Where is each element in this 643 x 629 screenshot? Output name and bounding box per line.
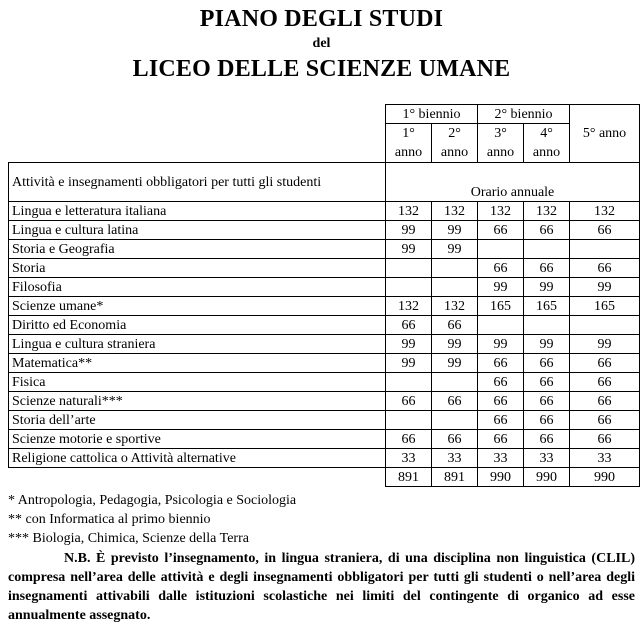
total-cell: 891 [432, 468, 478, 487]
footnote: * Antropologia, Pedagogia, Psicologia e Sociologia [8, 493, 297, 508]
hours-cell: 66 [570, 373, 640, 392]
hours-cell: 66 [524, 259, 570, 278]
hours-cell [386, 373, 432, 392]
hours-cell: 66 [570, 430, 640, 449]
document-subtitle: LICEO DELLE SCIENZE UMANE [132, 56, 511, 82]
hours-cell: 66 [478, 354, 524, 373]
table-row [9, 240, 640, 259]
subject-cell: Filosofia [9, 278, 386, 297]
hours-cell: 132 [524, 202, 570, 221]
table-row [9, 316, 640, 335]
hours-cell: 66 [524, 411, 570, 430]
hours-cell: 99 [386, 240, 432, 259]
hours-cell: 66 [524, 430, 570, 449]
subject-cell: Religione cattolica o Attività alternative [9, 449, 386, 468]
table-row [9, 278, 640, 297]
table-row [9, 221, 640, 240]
table-row [9, 430, 640, 449]
group-header-2: 2° biennio [478, 105, 570, 124]
hours-cell: 99 [386, 335, 432, 354]
hours-cell: 165 [570, 297, 640, 316]
footnote: *** Biologia, Chimica, Scienze della Terra [8, 531, 249, 546]
table-row [9, 354, 640, 373]
hours-cell: 132 [432, 297, 478, 316]
subject-cell: Matematica** [9, 354, 386, 373]
subject-cell: Scienze motorie e sportive [9, 430, 386, 449]
table-row [9, 297, 640, 316]
hours-cell: 66 [432, 430, 478, 449]
nb-paragraph: N.B. È previsto l’insegnamento, in lingua straniera, di una disciplina non linguistica (CLIL) compresa nell’area delle attività e degli insegnamenti obbligatori per tutti gli studenti o nell’area degli insegnamenti attivabili dalle istituzioni scolastiche nei limiti del contingente di organico ad esse annualmente assegnato. [8, 551, 635, 623]
subject-cell: Storia [9, 259, 386, 278]
hours-cell: 66 [478, 221, 524, 240]
document-title: PIANO DEGLI STUDI [199, 6, 444, 32]
hours-cell: 66 [478, 392, 524, 411]
hours-cell: 165 [478, 297, 524, 316]
hours-cell: 66 [386, 392, 432, 411]
hours-cell: 99 [570, 335, 640, 354]
hours-cell: 132 [386, 202, 432, 221]
total-cell: 990 [524, 468, 570, 487]
hours-cell [386, 278, 432, 297]
hours-cell [478, 316, 524, 335]
hours-cell: 66 [570, 221, 640, 240]
hours-cell: 66 [524, 221, 570, 240]
hours-cell: 66 [524, 354, 570, 373]
table-row [9, 392, 640, 411]
hours-cell: 66 [478, 259, 524, 278]
hours-cell [386, 259, 432, 278]
hours-cell: 66 [570, 259, 640, 278]
year-header: 1° anno [386, 124, 432, 163]
subject-cell: Fisica [9, 373, 386, 392]
hours-cell [478, 240, 524, 259]
footnote: ** con Informatica al primo biennio [8, 512, 211, 527]
hours-cell: 33 [478, 449, 524, 468]
hours-cell: 99 [524, 278, 570, 297]
subject-cell: Lingua e cultura straniera [9, 335, 386, 354]
subject-cell: Diritto ed Economia [9, 316, 386, 335]
totals-row [9, 468, 640, 487]
table-row [9, 373, 640, 392]
hours-cell: 99 [432, 221, 478, 240]
table-row [9, 335, 640, 354]
hours-cell: 132 [570, 202, 640, 221]
hours-cell: 99 [478, 335, 524, 354]
description-row [9, 163, 640, 202]
hours-cell: 99 [432, 240, 478, 259]
hours-cell: 66 [386, 430, 432, 449]
hours-cell [524, 240, 570, 259]
hours-cell: 66 [478, 373, 524, 392]
hours-cell: 99 [432, 354, 478, 373]
hours-cell [570, 316, 640, 335]
hours-cell: 66 [386, 316, 432, 335]
hours-cell: 33 [570, 449, 640, 468]
hours-cell: 66 [432, 316, 478, 335]
hours-cell [432, 373, 478, 392]
hours-cell: 66 [524, 373, 570, 392]
subject-cell: Scienze naturali*** [9, 392, 386, 411]
hours-cell: 99 [524, 335, 570, 354]
title-connector: del [312, 36, 331, 51]
table-row [9, 411, 640, 430]
hours-cell: 132 [478, 202, 524, 221]
table-row [9, 259, 640, 278]
total-cell: 891 [386, 468, 432, 487]
hours-cell: 165 [524, 297, 570, 316]
subject-cell: Storia e Geografia [9, 240, 386, 259]
hours-cell: 99 [570, 278, 640, 297]
hours-cell: 66 [570, 392, 640, 411]
total-cell: 990 [570, 468, 640, 487]
header-row-groups [9, 105, 640, 124]
hours-cell: 66 [478, 411, 524, 430]
hours-cell: 66 [570, 411, 640, 430]
subject-cell: Scienze umane* [9, 297, 386, 316]
year-header: 4° anno [524, 124, 570, 163]
description-cell: Attività e insegnamenti obbligatori per tutti gli studenti [9, 163, 386, 202]
total-cell: 990 [478, 468, 524, 487]
hours-cell: 33 [432, 449, 478, 468]
hours-cell: 33 [386, 449, 432, 468]
hours-cell [386, 411, 432, 430]
hours-cell: 99 [478, 278, 524, 297]
hours-cell: 66 [570, 354, 640, 373]
hours-cell [432, 259, 478, 278]
hours-cell [570, 240, 640, 259]
year-5-header: 5° anno [570, 105, 640, 163]
footnotes [8, 491, 638, 548]
hours-cell: 132 [386, 297, 432, 316]
orario-cell: Orario annuale [386, 163, 640, 202]
year-header: 3° anno [478, 124, 524, 163]
hours-cell [432, 278, 478, 297]
hours-cell [432, 411, 478, 430]
subject-cell: Lingua e cultura latina [9, 221, 386, 240]
hours-cell: 99 [386, 221, 432, 240]
hours-cell: 99 [386, 354, 432, 373]
study-plan-table [8, 104, 640, 487]
table-row [9, 202, 640, 221]
hours-cell: 66 [432, 392, 478, 411]
hours-cell: 66 [524, 392, 570, 411]
group-header-1: 1° biennio [386, 105, 478, 124]
subject-cell: Storia dell’arte [9, 411, 386, 430]
subject-cell: Lingua e letteratura italiana [9, 202, 386, 221]
table-row [9, 449, 640, 468]
hours-cell: 132 [432, 202, 478, 221]
hours-cell: 66 [478, 430, 524, 449]
hours-cell: 33 [524, 449, 570, 468]
hours-cell [524, 316, 570, 335]
hours-cell: 99 [432, 335, 478, 354]
year-header: 2° anno [432, 124, 478, 163]
